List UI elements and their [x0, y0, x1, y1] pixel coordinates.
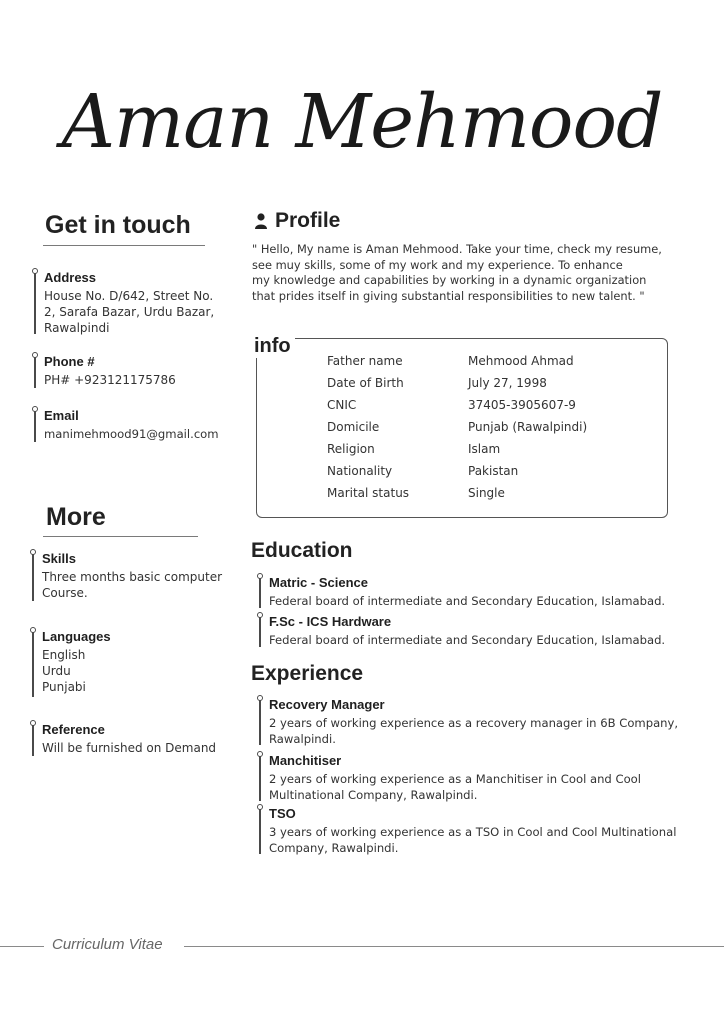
timeline-pin [259, 806, 261, 854]
timeline-pin [259, 753, 261, 801]
education-title: Matric - Science [269, 575, 368, 590]
info-label: Date of Birth [327, 376, 404, 390]
address-entry [34, 270, 234, 334]
info-value: Mehmood Ahmad [468, 354, 574, 368]
experience-line: 3 years of working experience as a TSO in Cool and Cool Multinational [269, 825, 677, 839]
timeline-pin [32, 551, 34, 601]
experience-title: TSO [269, 806, 296, 821]
timeline-pin [32, 629, 34, 697]
info-row [327, 438, 647, 460]
experience-line: 2 years of working experience as a recovery manager in 6B Company, [269, 716, 679, 730]
education-title: F.Sc - ICS Hardware [269, 614, 392, 629]
experience-line: 2 years of working experience as a Manchitiser in Cool and Cool [269, 772, 641, 786]
phone-entry [34, 354, 234, 388]
info-row [327, 416, 647, 438]
education-text: Federal board of intermediate and Secondary Education, Islamabad. [269, 594, 666, 608]
languages-title: Languages [42, 629, 111, 644]
experience-entry [259, 806, 699, 854]
education-heading: Education [251, 539, 353, 562]
skills-title: Skills [42, 551, 76, 566]
footer-label: Curriculum Vitae [52, 936, 163, 953]
reference-value: Will be furnished on Demand [42, 741, 217, 755]
info-row [327, 460, 647, 482]
experience-entry [259, 697, 699, 745]
footer-rule-right [184, 946, 724, 947]
timeline-pin [259, 614, 261, 647]
skills-entry [32, 551, 232, 601]
skills-line-1: Three months basic computer [42, 570, 223, 584]
info-label: Nationality [327, 464, 393, 478]
experience-title: Recovery Manager [269, 697, 385, 712]
experience-heading: Experience [251, 662, 364, 685]
experience-line: Rawalpindi. [269, 732, 336, 746]
info-label: Religion [327, 442, 375, 456]
info-value: Islam [468, 442, 501, 456]
timeline-pin [259, 697, 261, 745]
experience-line: Company, Rawalpindi. [269, 841, 399, 855]
more-divider [43, 536, 198, 537]
contact-heading: Get in touch [45, 211, 191, 239]
info-heading: info [254, 334, 295, 358]
experience-line: Multinational Company, Rawalpindi. [269, 788, 478, 802]
info-label: CNIC [327, 398, 357, 412]
timeline-pin [34, 354, 36, 388]
info-row [327, 394, 647, 416]
education-entry [259, 575, 699, 608]
address-line-2: 2, Sarafa Bazar, Urdu Bazar, [44, 305, 215, 319]
more-heading: More [46, 503, 106, 531]
address-line-1: House No. D/642, Street No. [44, 289, 214, 303]
timeline-pin [34, 408, 36, 442]
timeline-pin [32, 722, 34, 756]
user-icon [254, 212, 268, 230]
timeline-pin [259, 575, 261, 608]
address-line-3: Rawalpindi [44, 321, 110, 335]
info-value: Single [468, 486, 505, 500]
reference-entry [32, 722, 232, 756]
info-value: 37405-3905607-9 [468, 398, 576, 412]
email-value: manimehmood91@gmail.com [44, 427, 219, 441]
info-label: Domicile [327, 420, 380, 434]
info-label: Father name [327, 354, 403, 368]
experience-entry [259, 753, 699, 801]
skills-line-2: Course. [42, 586, 88, 600]
info-value: Pakistan [468, 464, 519, 478]
profile-heading: Profile [275, 209, 341, 232]
language-item: Punjabi [42, 680, 86, 694]
education-entry [259, 614, 699, 647]
reference-title: Reference [42, 722, 105, 737]
info-row [327, 372, 647, 394]
address-title: Address [44, 270, 97, 285]
info-value: Punjab (Rawalpindi) [468, 420, 588, 434]
email-entry [34, 408, 234, 442]
education-text: Federal board of intermediate and Secondary Education, Islamabad. [269, 633, 666, 647]
info-label: Marital status [327, 486, 410, 500]
experience-title: Manchitiser [269, 753, 342, 768]
phone-value: PH# +923121175786 [44, 373, 176, 387]
info-row [327, 482, 647, 504]
phone-title: Phone # [44, 354, 95, 369]
info-row [327, 350, 647, 372]
contact-divider [43, 245, 205, 246]
email-title: Email [44, 408, 79, 423]
languages-entry [32, 629, 232, 697]
language-item: Urdu [42, 664, 71, 678]
footer-rule-left [0, 946, 44, 947]
info-value: July 27, 1998 [468, 376, 547, 390]
timeline-pin [34, 270, 36, 334]
profile-summary: " Hello, My name is Aman Mehmood. Take your time, check my resume, see muy skills, some of my work and my experience. To enhance my knowledge and capabilities by working in a dynamic organization that prides itself in giving substantial responsibilities to new talent. " [252, 242, 662, 303]
language-item: English [42, 648, 86, 662]
resume-name: Aman Mehmood [61, 79, 663, 165]
